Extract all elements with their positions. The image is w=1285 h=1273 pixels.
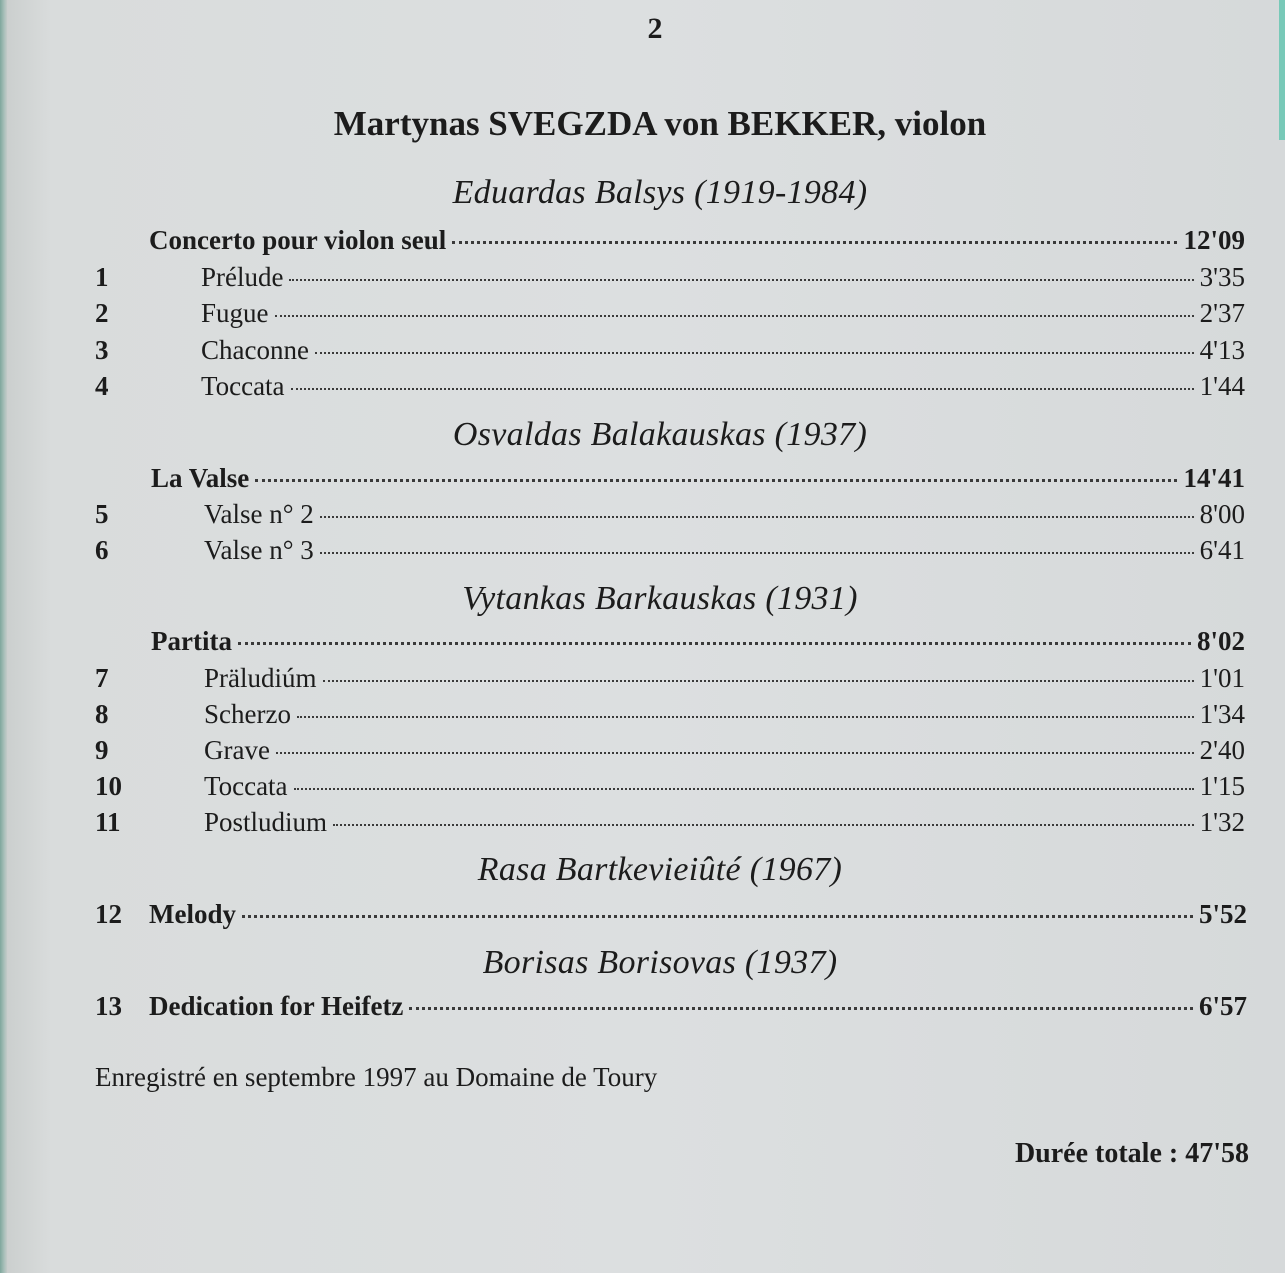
track-row <box>95 897 1247 931</box>
track-number: 12 <box>95 899 122 929</box>
track-row <box>95 805 1245 839</box>
dot-leader <box>315 352 1194 354</box>
work-duration: 8'02 <box>1196 626 1245 656</box>
track-duration: 1'01 <box>1199 663 1245 693</box>
work-duration: 12'09 <box>1183 225 1245 255</box>
track-number: 7 <box>95 663 109 693</box>
dot-leader <box>276 752 1194 754</box>
track-duration: 2'40 <box>1199 735 1245 765</box>
dot-leader <box>409 1007 1193 1010</box>
dot-leader <box>275 315 1194 317</box>
composer-heading: Rasa Bartkevieiûté (1967) <box>477 851 843 888</box>
track-duration: 6'57 <box>1198 991 1247 1021</box>
track-number: 8 <box>95 699 109 729</box>
track-title: Melody <box>149 899 236 929</box>
track-duration: 6'41 <box>1199 535 1245 565</box>
track-duration: 1'44 <box>1199 371 1245 401</box>
track-title: Toccata <box>204 771 288 801</box>
track-row <box>95 533 1245 567</box>
track-title: Dedication for Heifetz <box>149 991 404 1021</box>
dot-leader <box>297 716 1194 718</box>
page-number: 2 <box>647 12 663 45</box>
dot-leader <box>452 241 1177 244</box>
track-duration: 1'15 <box>1199 771 1245 801</box>
dot-leader <box>323 680 1194 682</box>
track-number: 11 <box>95 807 121 837</box>
track-row <box>95 989 1247 1023</box>
track-title: Präludiúm <box>204 663 317 693</box>
track-row <box>95 769 1245 803</box>
track-duration: 4'13 <box>1199 335 1245 365</box>
track-number: 3 <box>95 335 109 365</box>
track-number: 10 <box>95 771 122 801</box>
composer-heading: Borisas Borisovas (1937) <box>482 944 838 981</box>
track-duration: 8'00 <box>1199 499 1245 529</box>
track-number: 4 <box>95 371 109 401</box>
track-title: Toccata <box>201 371 285 401</box>
track-duration: 1'32 <box>1199 807 1245 837</box>
work-title: La Valse <box>151 463 250 493</box>
track-row <box>95 260 1245 294</box>
track-title: Valse n° 3 <box>204 535 314 565</box>
dot-leader <box>294 788 1194 790</box>
total-duration: Durée totale : 47'58 <box>1014 1138 1249 1169</box>
work-title: Partita <box>151 626 232 656</box>
performer-heading: Martynas SVEGZDA von BEKKER, violon <box>333 104 987 143</box>
track-title: Chaconne <box>201 335 309 365</box>
track-number: 1 <box>95 262 109 292</box>
track-title: Grave <box>204 735 270 765</box>
work-row <box>95 223 1245 257</box>
composer-heading: Eduardas Balsys (1919-1984) <box>452 174 868 211</box>
track-number: 13 <box>95 991 122 1021</box>
track-row <box>95 497 1245 531</box>
dot-leader <box>255 479 1177 482</box>
dot-leader <box>320 516 1194 518</box>
track-row <box>95 661 1245 695</box>
composer-heading: Vytankas Barkauskas (1931) <box>462 580 858 617</box>
track-duration: 3'35 <box>1199 262 1245 292</box>
track-title: Prélude <box>201 262 284 292</box>
track-number: 6 <box>95 535 109 565</box>
track-duration: 1'34 <box>1199 699 1245 729</box>
work-title: Concerto pour violon seul <box>149 225 447 255</box>
dot-leader <box>291 388 1194 390</box>
track-row <box>95 296 1245 330</box>
composer-heading: Osvaldas Balakauskas (1937) <box>452 416 868 453</box>
track-duration: 2'37 <box>1199 298 1245 328</box>
track-row <box>95 369 1245 403</box>
track-row <box>95 733 1245 767</box>
track-duration: 5'52 <box>1198 899 1247 929</box>
track-title: Postludium <box>204 807 328 837</box>
dot-leader <box>289 279 1193 281</box>
track-title: Valse n° 2 <box>204 499 314 529</box>
recording-note: Enregistré en septembre 1997 au Domaine de Toury <box>95 1062 658 1092</box>
dot-leader <box>320 552 1194 554</box>
dot-leader <box>333 824 1194 826</box>
track-title: Fugue <box>201 298 269 328</box>
track-number: 5 <box>95 499 109 529</box>
track-number: 2 <box>95 298 109 328</box>
track-row <box>95 697 1245 731</box>
dot-leader <box>242 915 1193 918</box>
work-duration: 14'41 <box>1183 463 1245 493</box>
dot-leader <box>238 642 1191 645</box>
track-number: 9 <box>95 735 109 765</box>
track-title: Scherzo <box>204 699 291 729</box>
work-row <box>95 461 1245 495</box>
track-row <box>95 333 1245 367</box>
work-row <box>95 624 1245 658</box>
